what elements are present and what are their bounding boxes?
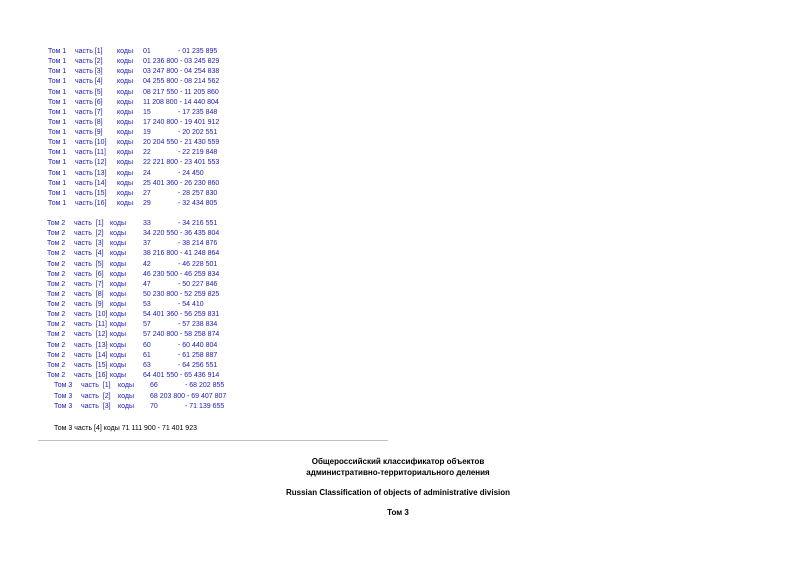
part-label[interactable]: часть [2]	[81, 392, 111, 400]
tom-label[interactable]: Том 2	[47, 270, 66, 278]
part-label[interactable]: часть [9]	[75, 129, 103, 137]
tom-label[interactable]: Том 2	[47, 220, 66, 227]
codes-label[interactable]: коды	[110, 270, 126, 278]
tom-label[interactable]: Том 2	[47, 260, 66, 268]
codes-label[interactable]: коды	[110, 290, 126, 298]
code-range[interactable]: 63 - 64 256 551	[143, 361, 218, 369]
tom-label[interactable]: Том 3	[54, 403, 73, 410]
tom-label[interactable]: Том 1	[48, 199, 67, 207]
current-part-label: Том 3 часть [4] коды 71 111 900 - 71 401 923	[54, 425, 197, 432]
codes-label[interactable]: коды	[110, 260, 126, 268]
code-range[interactable]: 53 - 54 410	[143, 301, 204, 309]
tom-label[interactable]: Том 1	[48, 108, 67, 116]
code-range[interactable]: 60 - 60 440 804	[143, 341, 218, 349]
codes-label[interactable]: коды	[110, 280, 126, 288]
codes-label[interactable]: коды	[117, 88, 133, 96]
part-label[interactable]: часть [9]	[74, 301, 104, 309]
code-range[interactable]: 54 401 360 - 56 259 831	[143, 311, 220, 319]
codes-label[interactable]: коды	[117, 78, 133, 86]
codes-label[interactable]: коды	[110, 240, 126, 248]
part-label[interactable]: часть [13]	[75, 169, 107, 177]
part-label[interactable]: часть [16]	[74, 371, 108, 379]
part-label[interactable]: часть [4]	[75, 78, 103, 86]
tom-label[interactable]: Том 1	[48, 88, 67, 96]
codes-label[interactable]: коды	[110, 331, 126, 339]
volume-title: Том 3	[387, 508, 409, 517]
part-label[interactable]: часть [7]	[74, 280, 104, 288]
code-range[interactable]: 15 - 17 235 848	[143, 108, 218, 116]
codes-label[interactable]: коды	[118, 392, 134, 400]
tom-label[interactable]: Том 2	[47, 341, 66, 349]
codes-label[interactable]: коды	[110, 301, 126, 309]
code-range[interactable]: 37 - 38 214 876	[143, 240, 218, 248]
codes-label[interactable]: коды	[110, 371, 126, 379]
codes-label[interactable]: коды	[117, 199, 133, 207]
codes-label[interactable]: коды	[117, 179, 133, 187]
code-range[interactable]: 68 203 800 - 69 407 807	[150, 392, 227, 400]
tom-label[interactable]: Том 2	[47, 361, 66, 369]
tom-label[interactable]: Том 1	[48, 189, 67, 197]
code-range[interactable]: 22 221 800 - 23 401 553	[143, 159, 220, 167]
code-range[interactable]: 33 - 34 216 551	[143, 220, 218, 227]
part-label[interactable]: часть [4]	[74, 250, 104, 258]
code-range[interactable]: 25 401 360 - 26 230 860	[143, 179, 220, 187]
tom-label[interactable]: Том 1	[48, 159, 67, 167]
codes-label[interactable]: коды	[117, 98, 133, 106]
tom-label[interactable]: Том 2	[47, 331, 66, 339]
tom-label[interactable]: Том 1	[48, 149, 67, 157]
tom-label[interactable]: Том 1	[48, 58, 67, 66]
part-label[interactable]: часть [3]	[74, 240, 104, 248]
tom-label[interactable]: Том 2	[47, 250, 66, 258]
divider	[38, 440, 388, 441]
code-range[interactable]: 27 - 28 257 830	[143, 189, 218, 197]
codes-label[interactable]: коды	[117, 189, 133, 197]
part-label[interactable]: часть [12]	[75, 159, 107, 167]
codes-label[interactable]: коды	[110, 250, 126, 258]
codes-label[interactable]: коды	[118, 382, 134, 389]
codes-label[interactable]: коды	[117, 48, 133, 55]
code-range[interactable]: 50 230 800 - 52 259 825	[143, 290, 220, 298]
part-label[interactable]: часть [8]	[75, 118, 103, 126]
tom-label[interactable]: Том 1	[48, 98, 67, 106]
tom-label[interactable]: Том 2	[47, 301, 66, 309]
code-range[interactable]: 46 230 500 - 46 259 834	[143, 270, 220, 278]
code-range[interactable]: 03 247 800 - 04 254 838	[143, 68, 220, 76]
code-range[interactable]: 34 220 550 - 36 435 804	[143, 230, 220, 238]
tom-label[interactable]: Том 2	[47, 230, 66, 238]
codes-label[interactable]: коды	[117, 108, 133, 116]
codes-label[interactable]: коды	[117, 139, 133, 147]
code-range[interactable]: 11 208 800 - 14 440 804	[143, 98, 219, 106]
part-label[interactable]: часть [13]	[74, 341, 108, 349]
part-label[interactable]: часть [3]	[75, 68, 103, 76]
codes-label[interactable]: коды	[110, 321, 126, 329]
code-range[interactable]: 66 - 68 202 855	[150, 382, 225, 389]
part-label[interactable]: часть [5]	[74, 260, 104, 268]
part-label[interactable]: часть [15]	[74, 361, 108, 369]
codes-label[interactable]: коды	[118, 403, 134, 410]
code-range[interactable]: 22 - 22 219 848	[143, 149, 218, 157]
code-range[interactable]: 57 - 57 238 834	[143, 321, 218, 329]
part-label[interactable]: часть [16]	[75, 199, 107, 207]
tom-label[interactable]: Том 2	[47, 311, 66, 319]
part-label[interactable]: часть [12]	[74, 331, 108, 339]
tom-label[interactable]: Том 2	[47, 280, 66, 288]
part-label[interactable]: часть [6]	[75, 98, 103, 106]
codes-label[interactable]: коды	[117, 129, 133, 137]
part-label[interactable]: часть [2]	[74, 230, 104, 238]
part-label[interactable]: часть [6]	[74, 270, 104, 278]
part-label[interactable]: часть [3]	[81, 403, 111, 410]
code-range[interactable]: 29 - 32 434 805	[143, 199, 218, 207]
part-label[interactable]: часть [15]	[75, 189, 107, 197]
codes-label[interactable]: коды	[117, 169, 133, 177]
tom-label[interactable]: Том 3	[54, 392, 73, 400]
part-label[interactable]: часть [14]	[75, 179, 107, 187]
tom-label[interactable]: Том 2	[47, 240, 66, 248]
codes-label[interactable]: коды	[117, 118, 133, 126]
codes-label[interactable]: коды	[117, 68, 133, 76]
code-range[interactable]: 38 216 800 - 41 248 864	[143, 250, 220, 258]
tom-label[interactable]: Том 2	[47, 351, 66, 359]
codes-label[interactable]: коды	[110, 220, 126, 227]
part-label[interactable]: часть [1]	[74, 220, 104, 227]
codes-label[interactable]: коды	[110, 361, 126, 369]
code-range[interactable]: 20 204 550 - 21 430 559	[143, 139, 220, 147]
tom-label[interactable]: Том 1	[48, 48, 67, 55]
tom-label[interactable]: Том 2	[47, 321, 66, 329]
codes-label[interactable]: коды	[110, 311, 126, 319]
tom-label[interactable]: Том 2	[47, 371, 66, 379]
tom-label[interactable]: Том 2	[47, 290, 66, 298]
title-en: Russian Classification of objects of administrative division	[285, 488, 511, 497]
title-ru-line2: административно-территориального деления	[306, 468, 490, 477]
part-label[interactable]: часть [14]	[74, 351, 108, 359]
part-label[interactable]: часть [2]	[75, 58, 103, 66]
code-range[interactable]: 01 - 01 235 895	[143, 48, 218, 55]
code-range[interactable]: 08 217 550 - 11 205 860	[143, 88, 219, 96]
tom-label[interactable]: Том 1	[48, 139, 67, 147]
codes-label[interactable]: коды	[117, 149, 133, 157]
code-range[interactable]: 57 240 800 - 58 258 874	[143, 331, 220, 339]
tom-label[interactable]: Том 1	[48, 129, 67, 137]
code-range[interactable]: 64 401 550 - 65 436 914	[143, 371, 220, 379]
part-label[interactable]: часть [8]	[74, 290, 104, 298]
tom-label[interactable]: Том 1	[48, 179, 67, 187]
part-label[interactable]: часть [11]	[75, 149, 106, 157]
part-label[interactable]: часть [11]	[74, 321, 107, 329]
part-label[interactable]: часть [10]	[75, 139, 107, 147]
code-range[interactable]: 70 - 71 139 655	[150, 403, 225, 410]
codes-label[interactable]: коды	[117, 159, 133, 167]
tom-label[interactable]: Том 1	[48, 78, 67, 86]
part-label[interactable]: часть [7]	[75, 108, 103, 116]
code-range[interactable]: 42 - 46 228 501	[143, 260, 218, 268]
part-label[interactable]: часть [1]	[75, 48, 103, 55]
code-range[interactable]: 19 - 20 202 551	[143, 129, 218, 137]
code-range[interactable]: 24 - 24 450	[143, 169, 204, 177]
tom-label[interactable]: Том 3	[54, 382, 73, 389]
tom-label[interactable]: Том 1	[48, 169, 67, 177]
code-range[interactable]: 17 240 800 - 19 401 912	[143, 118, 220, 126]
tom-label[interactable]: Том 1	[48, 68, 67, 76]
part-label[interactable]: часть [1]	[81, 382, 111, 389]
code-range[interactable]: 04 255 800 - 08 214 562	[143, 78, 220, 86]
part-label[interactable]: часть [10]	[74, 311, 108, 319]
code-range[interactable]: 47 - 50 227 846	[143, 280, 218, 288]
codes-label[interactable]: коды	[117, 58, 133, 66]
codes-label[interactable]: коды	[110, 341, 126, 349]
code-range[interactable]: 61 - 61 258 887	[143, 351, 218, 359]
tom-label[interactable]: Том 1	[48, 118, 67, 126]
codes-label[interactable]: коды	[110, 230, 126, 238]
title-ru-line1: Общероссийский классификатор объектов	[311, 457, 485, 466]
part-label[interactable]: часть [5]	[75, 88, 103, 96]
codes-label[interactable]: коды	[110, 351, 126, 359]
code-range[interactable]: 01 236 800 - 03 245 829	[143, 58, 220, 66]
